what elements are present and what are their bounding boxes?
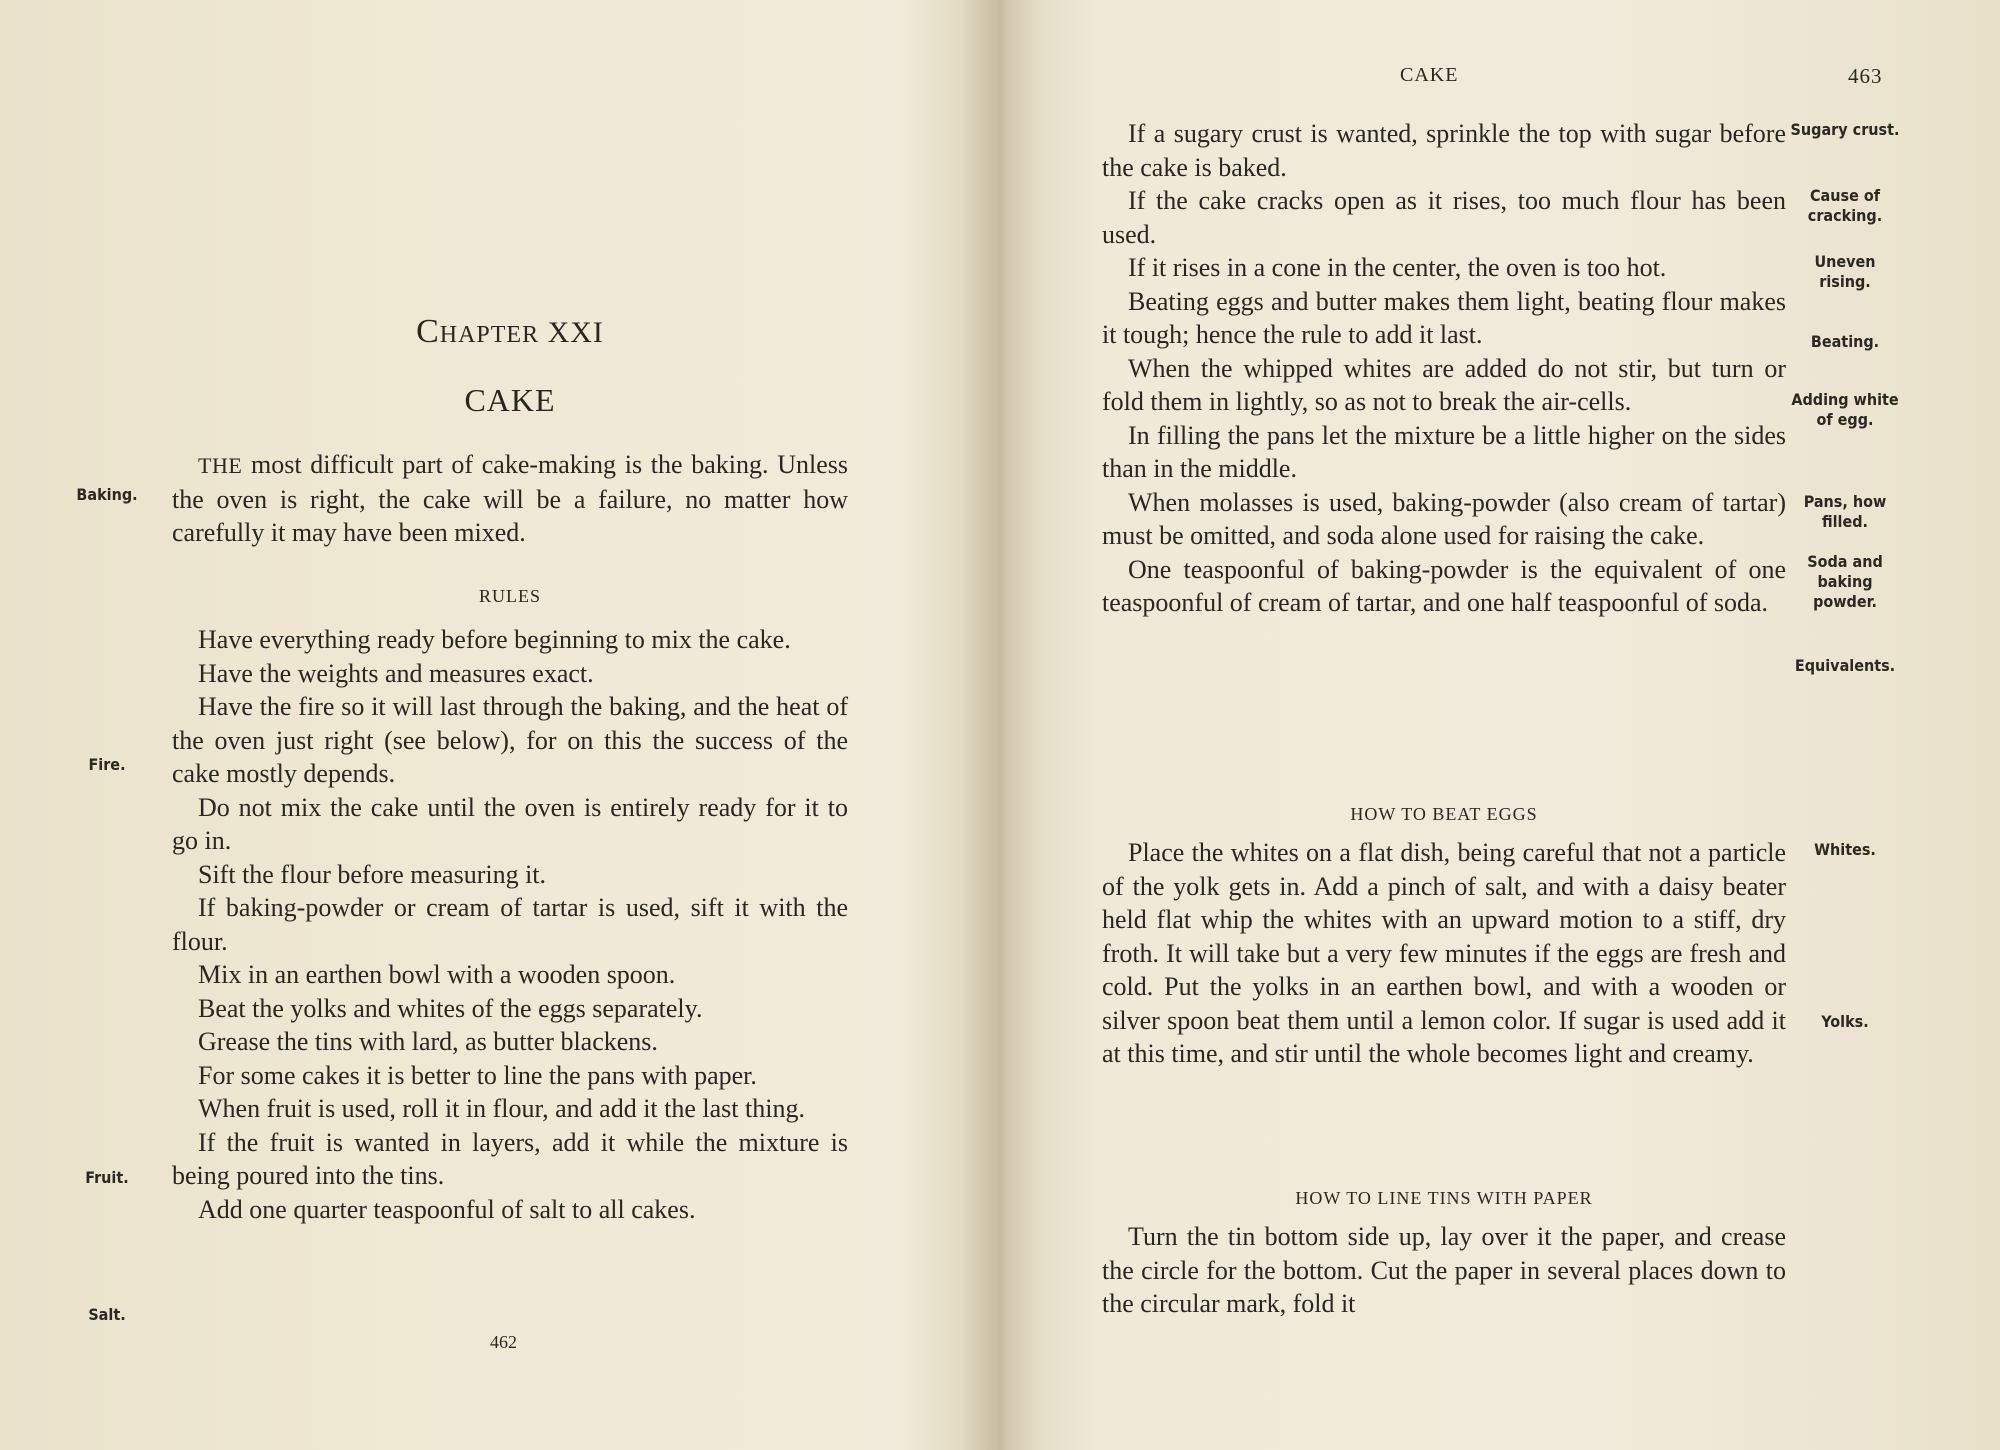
rules-heading: RULES <box>478 586 541 606</box>
chapter-title: CAKE <box>464 382 556 418</box>
margin-note-whites: Whites. <box>1814 840 1876 859</box>
eggs-paragraph: Place the whites on a flat dish, being careful that not a particle of the yolk gets in. Add a pinch of salt, and with a daisy beater held flat whip the whites with an upward motion to a stiff, dry froth. It will take but a very few minutes if the eggs are fresh and cold. Put the yolks in an earthen bowl, and with a wooden or silver spoon beat them until a lemon color. If sugar is used add it at this time, and stir until the whole becomes light and creamy. <box>1102 838 1786 1068</box>
tip-paragraph: In filling the pans let the mixture be a little higher on the sides than in the middle. <box>1102 420 1786 483</box>
margin-note-yolks: Yolks. <box>1821 1012 1869 1031</box>
rule-item: If baking-powder or cream of tartar is used, sift it with the flour. <box>172 893 848 956</box>
chapter-label-rest: HAPTER <box>439 322 540 348</box>
intro-lead-word: THE <box>198 453 243 478</box>
tip-paragraph: One teaspoonful of baking-powder is the equivalent of one teaspoonful of cream of tartar, and one half teaspoonful of soda. <box>1102 554 1786 617</box>
tip-paragraph: When molasses is used, baking-powder (also cream of tartar) must be omitted, and soda alone used for raising the cake. <box>1102 487 1786 550</box>
rule-item: Beat the yolks and whites of the eggs separately. <box>198 993 703 1023</box>
intro-text: most difficult part of cake-making is the baking. Unless the oven is right, the cake will be a failure, no matter how carefully it may have been mixed. <box>172 450 848 547</box>
tip-paragraph: If a sugary crust is wanted, sprinkle the top with sugar before the cake is baked. <box>1102 119 1786 182</box>
rule-item: Mix in an earthen bowl with a wooden spoon. <box>198 960 676 989</box>
left-page-number: 462 <box>490 1332 517 1352</box>
rule-item: For some cakes it is better to line the pans with paper. <box>198 1060 757 1090</box>
tip-paragraph: If the cake cracks open as it rises, too much flour has been used. <box>1102 186 1786 249</box>
rule-item: Do not mix the cake until the oven is entirely ready for it to go in. <box>172 792 848 855</box>
margin-note-soda: Soda and baking powder. <box>1807 552 1883 611</box>
right-page <box>1010 0 2000 1450</box>
eggs-section <box>1102 798 1786 832</box>
margin-note-pans: Pans, how filled. <box>1803 492 1887 531</box>
rule-item: Grease the tins with lard, as butter blackens. <box>198 1027 658 1056</box>
tins-paragraph: Turn the tin bottom side up, lay over it the paper, and crease the circle for the bottom. Cut the paper in several places down to the circular mark, fold it <box>1102 1222 1786 1318</box>
tins-heading: HOW TO LINE TINS WITH PAPER <box>1295 1188 1593 1208</box>
rule-item: Have the weights and measures exact. <box>198 658 594 688</box>
tins-body <box>1102 1220 1786 1321</box>
rule-item: Have everything ready before beginning to mix the cake. <box>198 625 791 654</box>
margin-note-uneven: Uneven rising. <box>1814 252 1876 291</box>
rule-item: Sift the flour before measuring it. <box>198 859 547 889</box>
margin-note-beating: Beating. <box>1810 332 1880 351</box>
chapter-label-cap: C <box>416 313 440 350</box>
eggs-body <box>1102 836 1786 1071</box>
margin-note-equivalents: Equivalents. <box>1794 656 1896 675</box>
margin-note-fruit: Fruit. <box>85 1168 129 1187</box>
margin-note-baking: Baking. <box>76 485 138 504</box>
eggs-heading: HOW TO BEAT EGGS <box>1350 804 1538 824</box>
intro-paragraph <box>172 448 848 550</box>
chapter-label <box>172 313 848 351</box>
margin-note-cracking: Cause of cracking. <box>1807 186 1883 225</box>
running-head: CAKE <box>1400 64 1459 86</box>
cake-tips <box>1102 117 1786 620</box>
margin-note-salt: Salt. <box>88 1305 126 1324</box>
chapter-number: XXI <box>547 316 604 349</box>
tip-paragraph: When the whipped whites are added do not stir, but turn or fold them in lightly, so as not to break the air-cells. <box>1102 353 1786 416</box>
tins-section <box>1102 1182 1786 1216</box>
tip-paragraph: Beating eggs and butter makes them light, beating flour makes it tough; hence the rule to add it last. <box>1102 286 1786 349</box>
rules-section <box>172 580 848 614</box>
tip-paragraph: If it rises in a cone in the center, the oven is too hot. <box>1128 253 1667 282</box>
right-page-number: 463 <box>1848 64 1883 88</box>
margin-note-fire: Fire. <box>88 755 126 774</box>
rule-item: If the fruit is wanted in layers, add it while the mixture is being poured into the tins. <box>172 1127 848 1190</box>
rule-item: Add one quarter teaspoonful of salt to all cakes. <box>198 1194 696 1224</box>
left-page <box>0 0 980 1450</box>
margin-note-sugary: Sugary crust. <box>1790 120 1900 139</box>
rule-item: When fruit is used, roll it in flour, and add it the last thing. <box>198 1094 805 1123</box>
rule-item: Have the fire so it will last through the baking, and the heat of the oven just right (see below), for on this the success of the cake mostly depends. <box>172 692 848 788</box>
margin-note-adding: Adding white of egg. <box>1791 390 1899 429</box>
rules-list <box>172 623 848 1226</box>
